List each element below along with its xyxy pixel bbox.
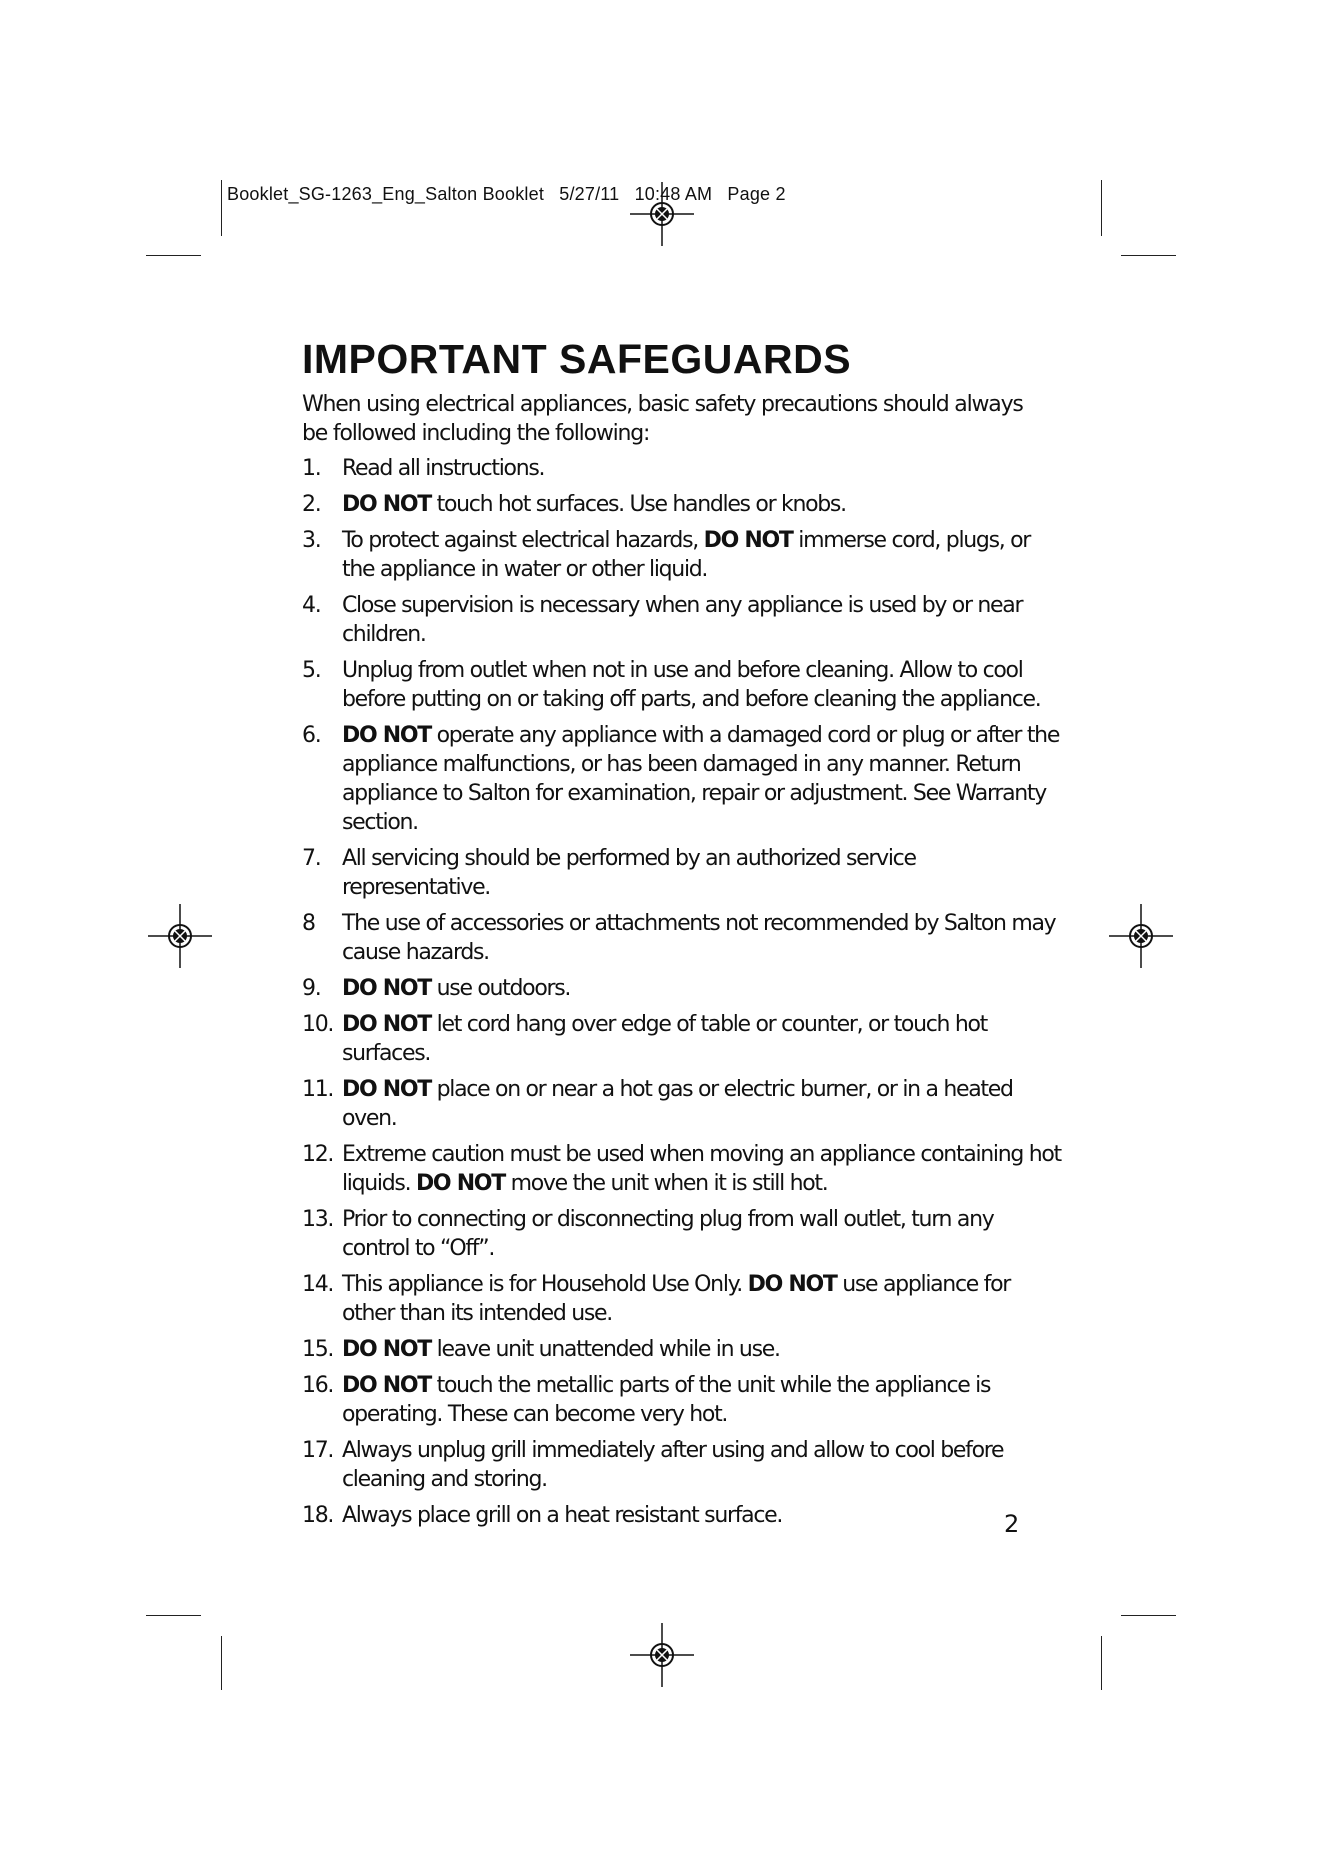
list-item-number: 7. [302, 846, 321, 871]
crop-mark-top-right-vertical [1101, 180, 1102, 236]
emphasis-text: DO NOT [342, 1077, 431, 1102]
list-item-number: 5. [302, 658, 321, 683]
list-item-text [342, 909, 1062, 967]
slug-time: 10:48 AM [634, 184, 713, 204]
body-text: move the unit when it is still hot. [504, 1171, 828, 1196]
body-text: use appliance for other than its intended use. [342, 1272, 1011, 1326]
body-text: All servicing should be performed by an authorized service representative. [342, 846, 916, 900]
list-item-text [342, 591, 1062, 649]
body-text: Read all instructions. [342, 456, 545, 481]
list-item-number: 13. [302, 1207, 334, 1232]
list-item [302, 1140, 1062, 1198]
body-text: Always place grill on a heat resistant surface. [342, 1503, 783, 1528]
list-item-text [342, 490, 1062, 519]
list-item-number: 9. [302, 976, 321, 1001]
list-item-text [342, 1075, 1062, 1133]
list-item-text [342, 1140, 1062, 1198]
body-text: touch hot surfaces. Use handles or knobs. [430, 492, 846, 517]
body-text: Extreme caution must be used when moving an appliance containing hot liquids. [342, 1142, 1061, 1196]
list-item [302, 454, 1062, 483]
page-number: 2 [1004, 1510, 1020, 1538]
emphasis-text: DO NOT [342, 976, 431, 1001]
list-item [302, 1436, 1062, 1494]
printer-slug [227, 184, 786, 205]
list-item-text [342, 844, 1062, 902]
crop-mark-top-left-vertical [221, 180, 222, 236]
list-item-number: 4. [302, 593, 321, 618]
crop-mark-top-left-horizontal [146, 255, 201, 256]
list-item [302, 974, 1062, 1003]
list-item-number: 16. [302, 1373, 334, 1398]
list-item-text [342, 1501, 1062, 1530]
body-text: Close supervision is necessary when any appliance is used by or near children. [342, 593, 1023, 647]
body-text: use outdoors. [430, 976, 571, 1001]
emphasis-text: DO NOT [703, 528, 793, 553]
registration-mark-left-icon [148, 904, 212, 968]
list-item [302, 721, 1062, 837]
list-item-text [342, 656, 1062, 714]
list-item [302, 591, 1062, 649]
crop-mark-bottom-right-horizontal [1121, 1615, 1176, 1616]
list-item [302, 1010, 1062, 1068]
intro-paragraph: When using electrical appliances, basic safety precautions should always be followed including the following: [302, 392, 1023, 446]
list-item-number: 17. [302, 1438, 334, 1463]
body-text: This appliance is for Household Use Only. [342, 1272, 748, 1297]
list-item-number: 12. [302, 1142, 334, 1167]
list-item-text [342, 721, 1062, 837]
body-text: Unplug from outlet when not in use and before cleaning. Allow to cool before putting on or taking off parts, and before cleaning the appliance. [342, 658, 1041, 712]
list-item-number: 3. [302, 528, 321, 553]
list-item [302, 1501, 1062, 1530]
crop-mark-bottom-left-vertical [221, 1636, 222, 1690]
list-item-number: 14. [302, 1272, 334, 1297]
list-item-text [342, 1371, 1062, 1429]
registration-mark-top-icon [630, 182, 694, 246]
list-item-number: 1. [302, 456, 321, 481]
list-item-text [342, 1270, 1062, 1328]
list-item-number: 18. [302, 1503, 334, 1528]
body-text: Always unplug grill immediately after using and allow to cool before cleaning and storing. [342, 1438, 1004, 1492]
list-item [302, 490, 1062, 519]
registration-mark-bottom-icon [630, 1623, 694, 1687]
list-item [302, 1075, 1062, 1133]
list-item-number: 15. [302, 1337, 334, 1362]
list-item-text [342, 1335, 1062, 1364]
emphasis-text: DO NOT [342, 723, 431, 748]
list-item [302, 1270, 1062, 1328]
list-item-number: 8 [302, 911, 315, 936]
slug-file: Booklet_SG-1263_Eng_Salton Booklet [227, 184, 545, 204]
emphasis-text: DO NOT [415, 1171, 505, 1196]
emphasis-text: DO NOT [747, 1272, 837, 1297]
body-text: let cord hang over edge of table or counter, or touch hot surfaces. [342, 1012, 987, 1066]
list-item-text [342, 974, 1062, 1003]
list-item-text [342, 1205, 1062, 1263]
body-text: operate any appliance with a damaged cord or plug or after the appliance malfunctions, or has been damaged in any manner. Return appliance to Salton for examination, repair or adjustment. See Warranty section. [342, 723, 1060, 835]
crop-mark-bottom-right-vertical [1101, 1636, 1102, 1690]
body-text: To protect against electrical hazards, [342, 528, 704, 553]
body-text: leave unit unattended while in use. [430, 1337, 780, 1362]
emphasis-text: DO NOT [342, 1373, 431, 1398]
list-item-text [342, 454, 1062, 483]
list-item-text [342, 1010, 1062, 1068]
list-item [302, 1335, 1062, 1364]
crop-mark-bottom-left-horizontal [146, 1615, 201, 1616]
list-item [302, 656, 1062, 714]
list-item [302, 909, 1062, 967]
list-item [302, 844, 1062, 902]
list-item [302, 1371, 1062, 1429]
body-text: place on or near a hot gas or electric burner, or in a heated oven. [342, 1077, 1013, 1131]
registration-mark-right-icon [1109, 904, 1173, 968]
body-text: immerse cord, plugs, or the appliance in water or other liquid. [342, 528, 1031, 582]
list-item-number: 11. [302, 1077, 334, 1102]
list-item [302, 1205, 1062, 1263]
emphasis-text: DO NOT [342, 1337, 431, 1362]
list-item [302, 526, 1062, 584]
list-item-text [342, 1436, 1062, 1494]
list-item-text [342, 526, 1062, 584]
body-text: touch the metallic parts of the unit while the appliance is operating. These can become very hot. [342, 1373, 991, 1427]
list-item-number: 10. [302, 1012, 334, 1037]
slug-page: Page 2 [727, 184, 786, 204]
emphasis-text: DO NOT [342, 1012, 431, 1037]
safeguards-section [302, 336, 1062, 1537]
crop-mark-top-right-horizontal [1121, 255, 1176, 256]
safeguards-list [302, 454, 1062, 1530]
emphasis-text: DO NOT [342, 492, 431, 517]
body-text: Prior to connecting or disconnecting plug from wall outlet, turn any control to “Off”. [342, 1207, 994, 1261]
page-title: IMPORTANT SAFEGUARDS [302, 336, 852, 382]
body-text: The use of accessories or attachments not recommended by Salton may cause hazards. [342, 911, 1056, 965]
list-item-number: 6. [302, 723, 321, 748]
list-item-number: 2. [302, 492, 321, 517]
slug-date: 5/27/11 [559, 184, 620, 204]
